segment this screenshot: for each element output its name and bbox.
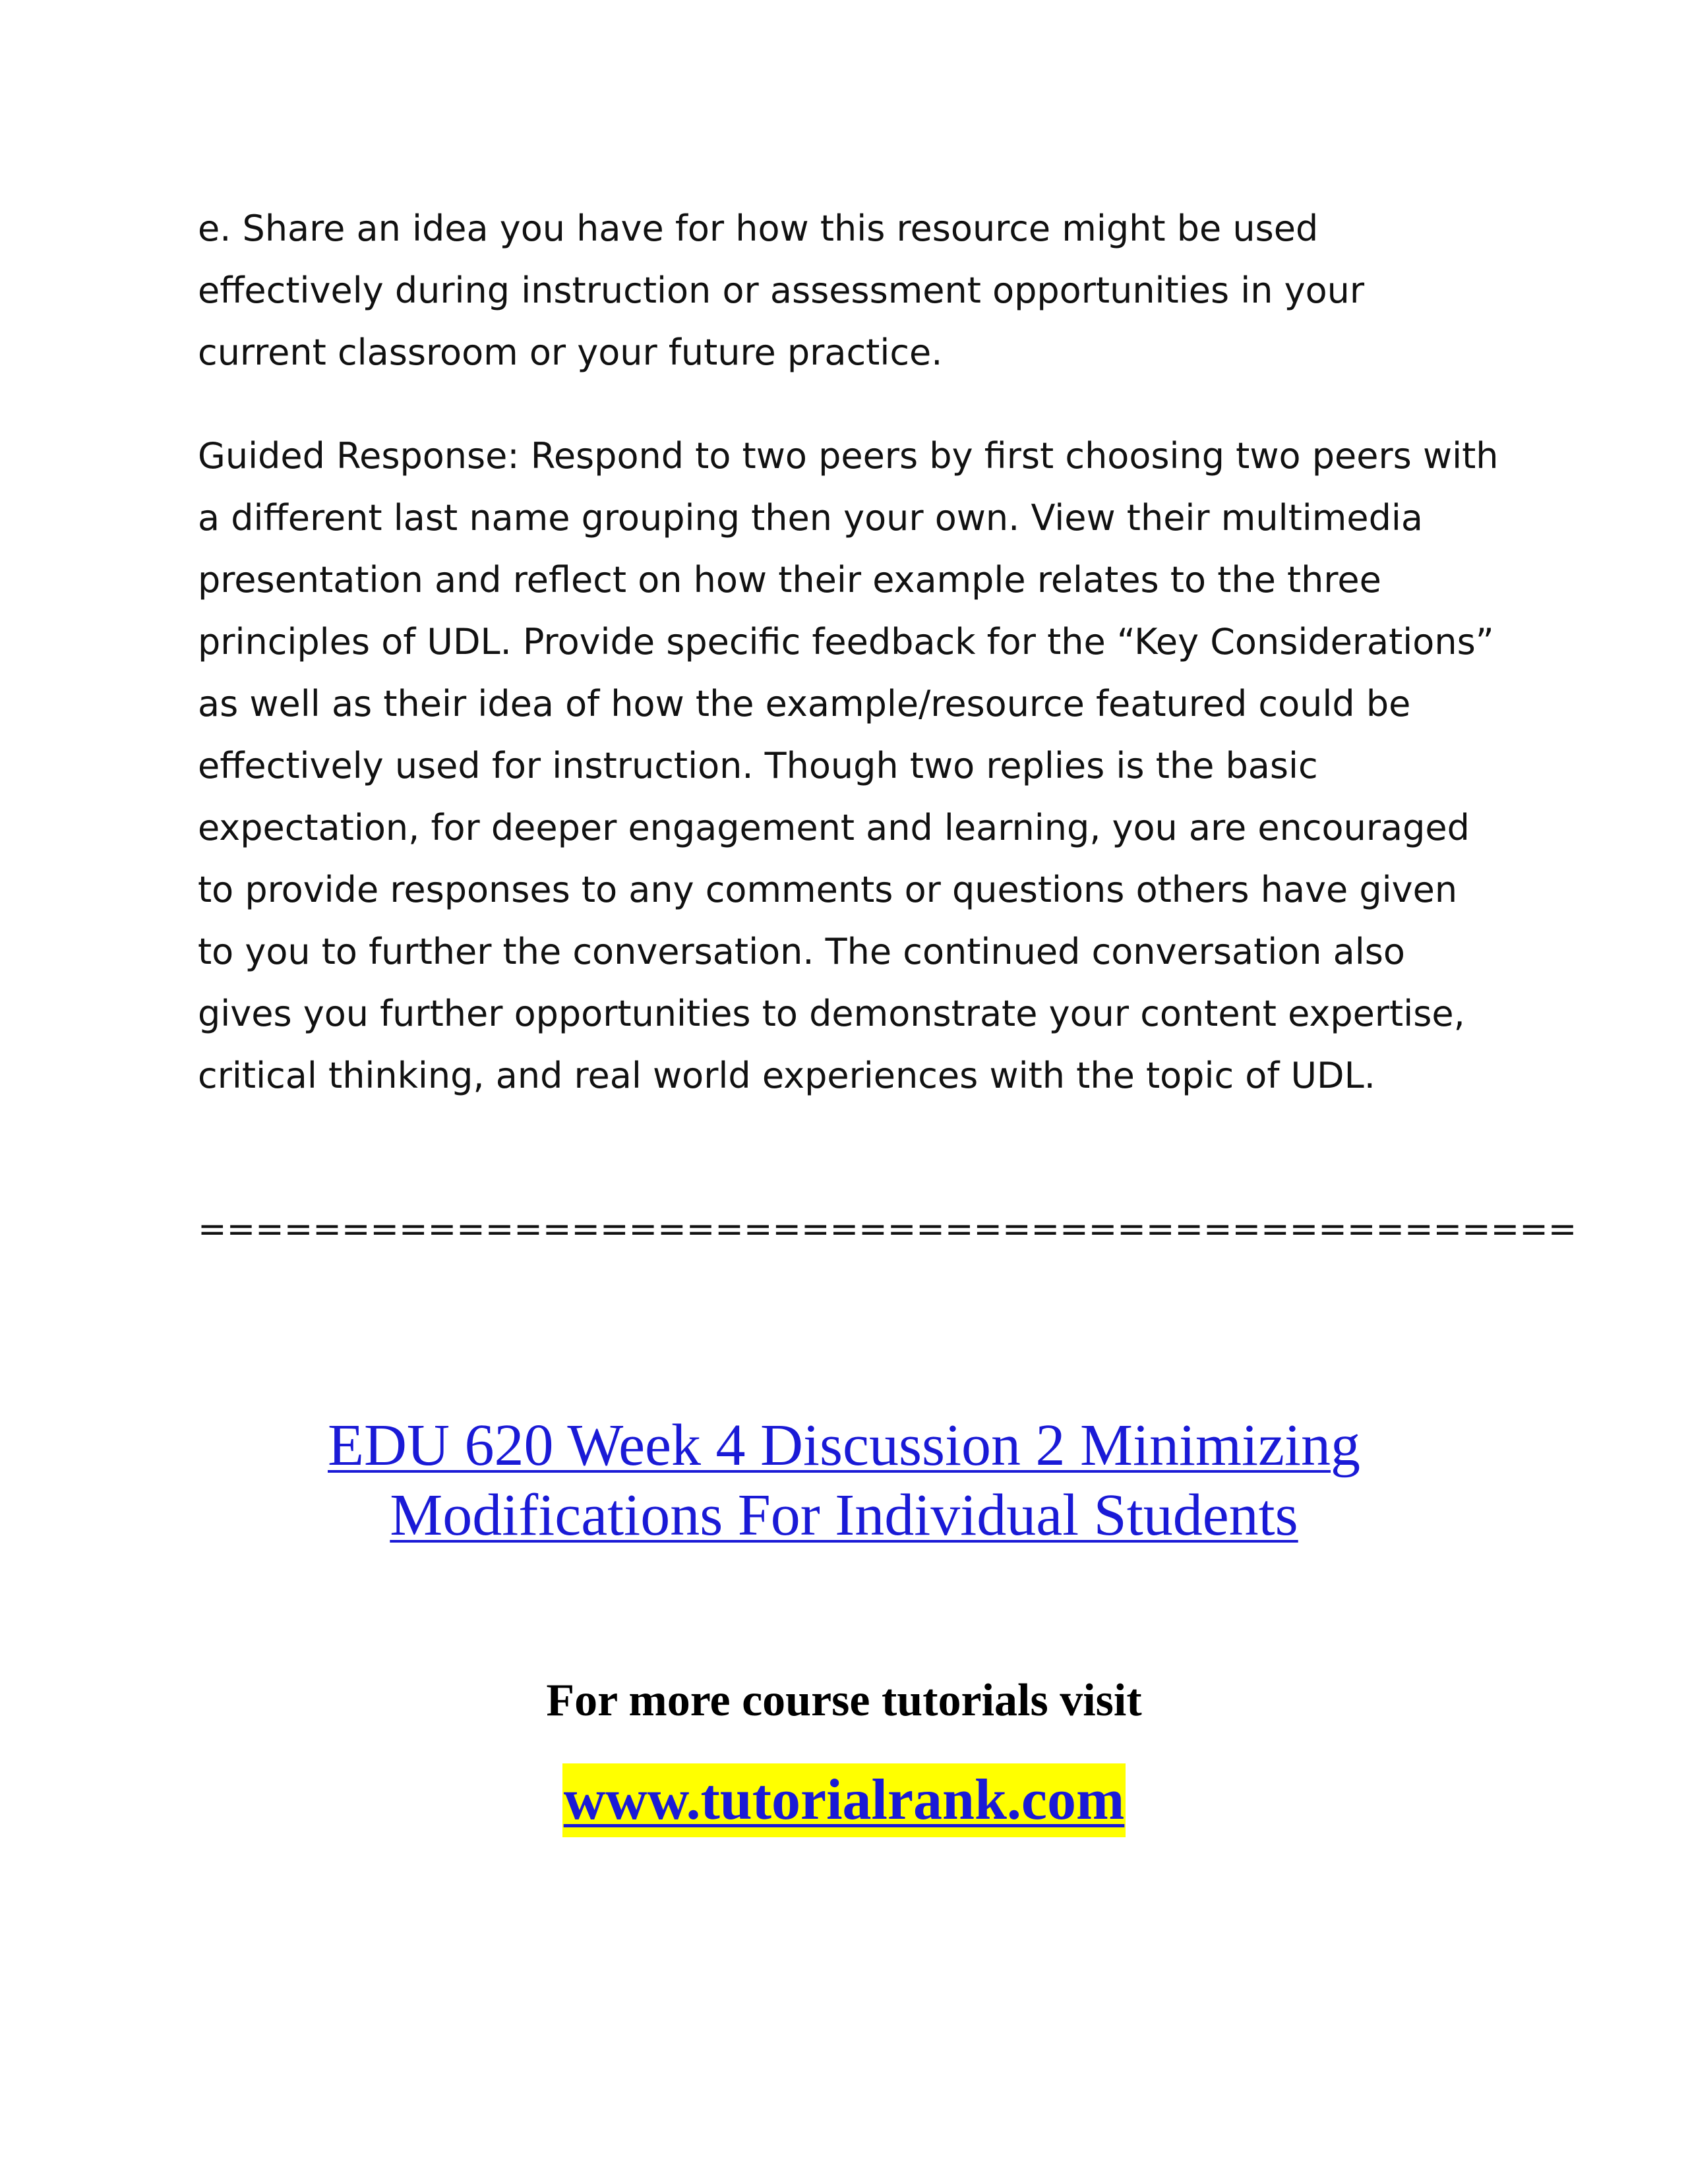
visit-label: For more course tutorials visit <box>546 1675 1142 1726</box>
paragraph-share-idea: e. Share an idea you have for how this resource might be used effectively during instruction or assessment opportunities in your current classroom or your future practice. <box>198 208 1365 373</box>
course-title-link[interactable]: EDU 620 Week 4 Discussion 2 Minimizing Modifications For Individual Students <box>328 1413 1360 1548</box>
paragraph-guided-response: Guided Response: Respond to two peers by first choosing two peers with a different last name grouping then your own. View their multimedia presentation and reflect on how their example relates to the three principles of UDL. Provide specific feedback for the “Key Considerations” as well as their idea of how the example/resource featured could be effectively used for instruction. Though two replies is the basic expectation, for deeper engagement and learning, you are encouraged to provide responses to any comments or questions others have given to you to further the conversation. The continued conversation also gives you further opportunities to demonstrate your content expertise, critical thinking, and real world experiences with the topic of UDL. <box>198 435 1499 1096</box>
divider-rule: ================================================ <box>198 1210 1577 1249</box>
url-container <box>198 1763 1490 1837</box>
tutorialrank-url-link[interactable]: www.tutorialrank.com <box>562 1763 1126 1837</box>
